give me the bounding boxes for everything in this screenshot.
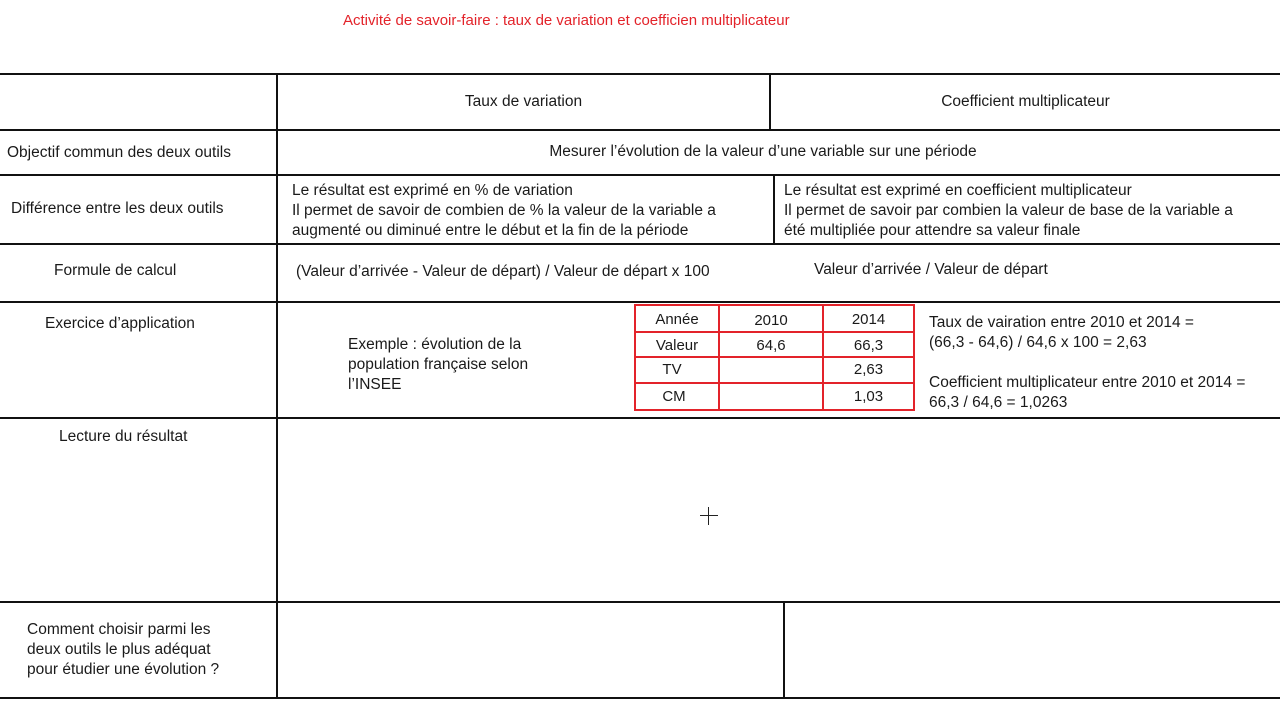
note-line: Coefficient multiplicateur entre 2010 et 2014 =	[929, 374, 1246, 391]
table-border	[634, 356, 915, 358]
row-label-formule: Formule de calcul	[54, 262, 177, 279]
table-cell: TV	[662, 361, 682, 378]
text-line: Il permet de savoir de combien de % la valeur de la variable a	[292, 202, 716, 219]
column-border	[773, 174, 775, 245]
text-line: population française selon	[348, 356, 529, 373]
page-title: Activité de savoir-faire : taux de variation et coefficien multiplicateur	[343, 12, 790, 29]
table-border	[634, 331, 915, 333]
text-line: Le résultat est exprimé en % de variation	[292, 182, 573, 199]
row-label-choix	[27, 620, 219, 680]
row-border	[0, 243, 1280, 245]
table-cell: CM	[662, 388, 686, 405]
spacer	[929, 353, 1245, 373]
row-label-difference: Différence entre les deux outils	[11, 200, 224, 217]
crosshair-cursor-icon	[700, 507, 718, 525]
text-line: Exemple : évolution de la	[348, 336, 522, 353]
table-border	[634, 409, 915, 411]
text-line: deux outils le plus adéquat	[27, 641, 211, 658]
table-border	[913, 304, 915, 411]
row-border	[0, 129, 1280, 131]
text-line: Comment choisir parmi les	[27, 621, 211, 638]
header-coefficient-multiplicateur: Coefficient multiplicateur	[941, 93, 1110, 110]
table-border	[634, 382, 915, 384]
formule-tv: (Valeur d’arrivée - Valeur de départ) / Valeur de départ x 100	[296, 263, 710, 280]
text-line: Il permet de savoir par combien la valeur de base de la variable a	[784, 202, 1233, 219]
row-label-exercice: Exercice d’application	[45, 315, 195, 332]
objectif-value: Mesurer l’évolution de la valeur d’une variable sur une période	[549, 143, 977, 160]
table-cell: Valeur	[655, 337, 699, 354]
column-border	[276, 73, 278, 699]
formule-cm: Valeur d’arrivée / Valeur de départ	[814, 261, 1048, 278]
row-border	[0, 417, 1280, 419]
row-border	[0, 601, 1280, 603]
row-label-lecture: Lecture du résultat	[59, 428, 188, 445]
text-line: augmenté ou diminué entre le début et la fin de la période	[292, 222, 689, 239]
exercice-notes	[929, 313, 1245, 413]
row-border	[0, 73, 1280, 75]
table-header-cell: 2014	[851, 311, 886, 328]
table-header-cell: Année	[655, 311, 699, 328]
note-line: (66,3 - 64,6) / 64,6 x 100 = 2,63	[929, 334, 1147, 351]
exercice-example	[348, 335, 528, 395]
table-border	[634, 304, 915, 306]
row-border	[0, 174, 1280, 176]
column-border	[783, 601, 785, 699]
difference-cm-text	[784, 181, 1233, 241]
text-line: été multipliée pour attendre sa valeur finale	[784, 222, 1081, 239]
table-cell: 2,63	[853, 361, 884, 378]
text-line: l’INSEE	[348, 376, 402, 393]
header-taux-variation: Taux de variation	[464, 93, 583, 110]
note-line: 66,3 / 64,6 = 1,0263	[929, 394, 1068, 411]
table-cell: 64,6	[756, 337, 786, 354]
table-cell: 66,3	[853, 337, 884, 354]
difference-tv-text	[292, 181, 716, 241]
note-line: Taux de vairation entre 2010 et 2014 =	[929, 314, 1194, 331]
row-border	[0, 697, 1280, 699]
row-label-objectif: Objectif commun des deux outils	[7, 144, 231, 161]
table-cell: 1,03	[853, 388, 884, 405]
text-line: Le résultat est exprimé en coefficient multiplicateur	[784, 182, 1132, 199]
row-border	[0, 301, 1280, 303]
text-line: pour étudier une évolution ?	[27, 661, 220, 678]
table-header-cell: 2010	[754, 312, 788, 329]
